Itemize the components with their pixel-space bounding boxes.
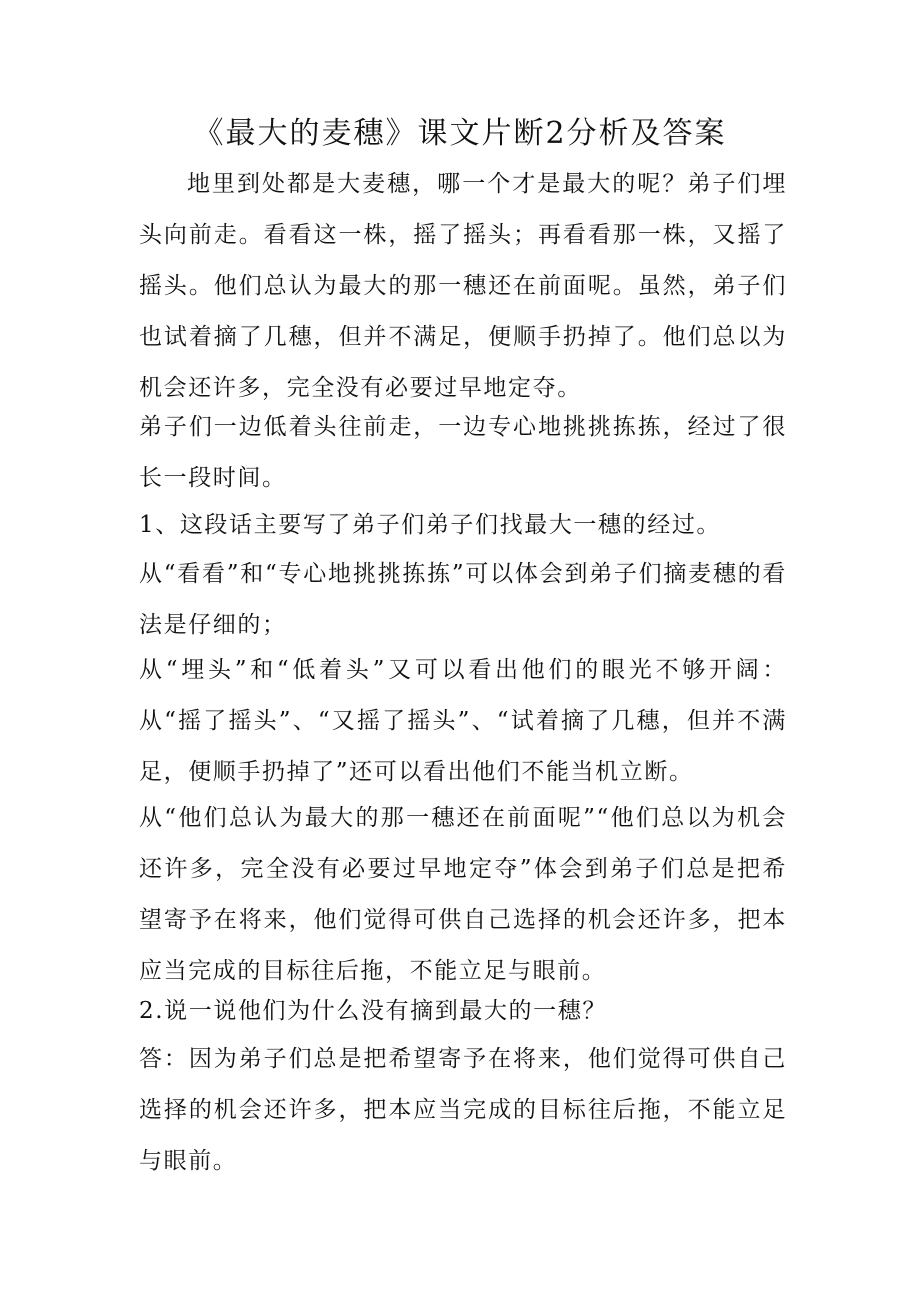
- question-1-statement: 1、这段话主要写了弟子们弟子们找最大一穗的经过。: [139, 512, 722, 538]
- analysis-point-1: 从“看看”和“专心地挑挑拣拣”可以体会到弟子们摘麦穗的看法是仔细的；: [139, 561, 787, 638]
- passage-paragraph-2: 弟子们一边低着头往前走，一边专心地挑挑拣拣，经过了很长一段时间。: [139, 414, 787, 491]
- document-title: 《最大的麦穗》课文片断2分析及答案: [193, 116, 727, 151]
- question-2: 2.说一说他们为什么没有摘到最大的一穗？: [139, 998, 607, 1024]
- passage-paragraph-1: 地里到处都是大麦穗，哪一个才是最大的呢？弟子们埋头向前走。看看这一株，摇了摇头；再看看那一株，又摇了摇头。他们总认为最大的那一穗还在前面呢。虽然，弟子们也试着摘了几穗，但并不满足，便顺手扔掉了。他们总以为机会还许多，完全没有必要过早地定夺。: [139, 171, 787, 401]
- analysis-point-3: 从“他们总认为最大的那一穗还在前面呢”“他们总以为机会还许多，完全没有必要过早地定夺”体会到弟子们总是把希望寄予在将来，他们觉得可供自己选择的机会还许多，把本应当完成的目标往后拖，不能立足与眼前。: [139, 805, 787, 984]
- question-2-answer: 答：因为弟子们总是把希望寄予在将来，他们觉得可供自己选择的机会还许多，把本应当完成的目标往后拖，不能立足与眼前。: [139, 1046, 787, 1174]
- analysis-point-2: 从“埋头”和“低着头”又可以看出他们的眼光不够开阔：从“摇了摇头”、“又摇了摇头”、“试着摘了几穗，但并不满足，便顺手扔掉了”还可以看出他们不能当机立断。: [139, 657, 787, 785]
